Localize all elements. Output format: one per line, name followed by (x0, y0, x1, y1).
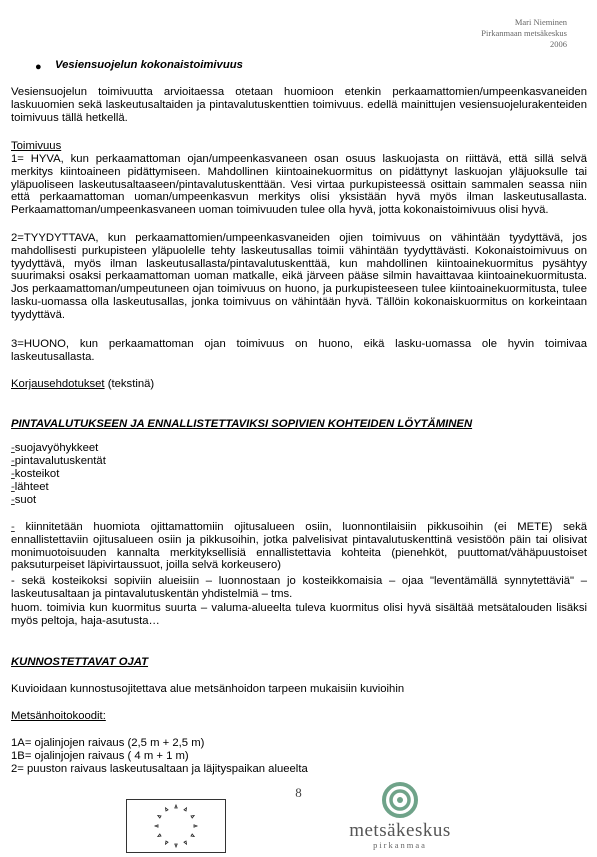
header-org: Pirkanmaan metsäkeskus (481, 28, 567, 38)
korjaus-label: Korjausehdotukset (11, 378, 105, 390)
pintavalutus-paragraph-2: - sekä kosteikoksi sopiviin alueisiin – luonnostaan jo kosteikkomaisia – ojaa "leventämällä synnytettäviä" – laskeutusaltaan ja pintavalutuskentän yhdistelmiä – tms. (11, 575, 587, 600)
section-title-pintavalutus: PINTAVALUTUKSEEN JA ENNALLISTETTAVIKSI SOPIVIEN KOHTEIDEN LÖYTÄMINEN (11, 418, 473, 430)
list-item: -lähteet (11, 481, 49, 493)
logo-rings-icon (330, 782, 470, 822)
eu-flag-logo (126, 799, 226, 853)
list-item: -pintavalutuskentät (11, 455, 106, 467)
list-item: -suot (11, 494, 37, 506)
metsanhoitokoodit-heading: Metsänhoitokoodit: (11, 710, 106, 722)
section-title-vesiensuojelu: Vesiensuojelun kokonaistoimivuus (55, 59, 243, 71)
toimivuus-tyydyttava: 2=TYYDYTTAVA, kun perkaamattomien/umpeenkasvaneiden ojien toimivuus on vähintään tyydyttävä, jos mahdollisesti purkupisteen yläpuolelle tehty laskeutusallas toimii vähintään tyydyttävästi. Kokonaistoimivuus on tyydyttävä, myös ilman laskeutusallasta/pintavalutuskenttää, kun mahdollinen kiintoainekuormitus pysähtyy suurimaksi osaksi perkaamattoman uoman matkalle, eikä järveen pääse silmin havaittavaa kiintoainekuormitusta. Jos perkaamattoman/umpeutuneen ojan toimivuus on huono, ja purkupisteeseen tulee kiintoainekuormitusta, tulee lasku-uomassa olla laskeutusallas, jonka toimivuus on vähintään hyvä. Tällöin kokonaiskuormitus on korkeintaan tyydyttävä. (11, 232, 587, 321)
list-item: -suojavyöhykkeet (11, 442, 99, 454)
pintavalutus-paragraph-3: huom. toimivia kun kuormitus suurta – valuma-alueelta tuleva kuormitus olisi hyvä sisältää metsätalouden lisäksi myös peltoja, haja-asutusta… (11, 602, 587, 627)
code-line: 2= puuston raivaus laskeutusaltaan ja läjityspaikan alueelta (11, 763, 308, 775)
section-title-kunnostettavat: KUNNOSTETTAVAT OJAT (11, 656, 149, 668)
logo-brand: metsäkeskus (349, 820, 451, 841)
kunnostus-paragraph: Kuvioidaan kunnostusojitettava alue metsänhoidon tarpeen mukaisiin kuvioihin (11, 683, 405, 695)
header-year: 2006 (550, 39, 567, 49)
intro-paragraph: Vesiensuojelun toimivuutta arvioitaessa otetaan huomioon etenkin perkaamattomien/umpeenkasvaneiden laskuuomien sekä laskeutusaltaiden ja pintavalutuskenttien toimivuus. edellä mainittujen vesiensuojelurakenteiden toimivuus tällä hetkellä. (11, 86, 587, 124)
page-number: 8 (295, 785, 302, 800)
page-header (481, 17, 567, 50)
korjaus-note: (tekstinä) (104, 378, 155, 390)
code-line: 1B= ojalinjojen raivaus ( 4 m + 1 m) (11, 750, 189, 762)
metsakeskus-logo (330, 782, 470, 852)
bullet-icon: ● (35, 61, 42, 73)
code-line: 1A= ojalinjojen raivaus (2,5 m + 2,5 m) (11, 737, 205, 749)
pintavalutus-paragraph-1: - kiinnitetään huomiota ojittamattomiin ojitusalueen osiin, luonnontilaisiin pikkusoihin (ei METE) sekä ennallistettaviin ojitusalueen osiin ja pikkusoihin, jotka palvelisivat pintavalutuskenttinä vesistöön päin tai olisivat monimuotoisuuden kannalta merkityksellisiä ennallistettavia kohteita (pienehköt, puuttomat/vähäpuustoiset paksuturpeiset läpivirtaussuot, joilla selvä korkeusero) (11, 521, 587, 572)
toimivuus-heading: Toimivuus (11, 140, 62, 152)
toimivuus-huono: 3=HUONO, kun perkaamattoman ojan toimivuus on huono, eikä lasku-uomassa ole hyvin toimivaa laskeutusallasta. (11, 338, 587, 363)
list-item: -kosteikot (11, 468, 60, 480)
logo-sub: pirkanmaa (373, 840, 427, 850)
toimivuus-hyva: 1= HYVA, kun perkaamattoman ojan/umpeenkasvaneen osan osuus laskuojasta on riittävä, että sillä selvä merkitys kiintoaineen pidättymiseen. Mahdollinen kiintoainekuormitus on pidättynyt laskuojan yläjuoksulle tai yläpuoliseen laskeutusaltaaseen/pintavalutuskenttään. Vesi virtaa purkupisteessä osittain sammalen seassa niin että perkaamattoman uoman/umpeenkasvun merkitys olisi yksistään hyvä myös ilman laskeutusallasta. Perkaamattoman/umpeenkasvaneen uoman toimivuuden tulee olla hyvä, jotta kokonaistoimivuus olisi hyvä. (11, 153, 587, 217)
header-author: Mari Nieminen (514, 17, 567, 27)
korjausehdotukset (11, 378, 587, 391)
